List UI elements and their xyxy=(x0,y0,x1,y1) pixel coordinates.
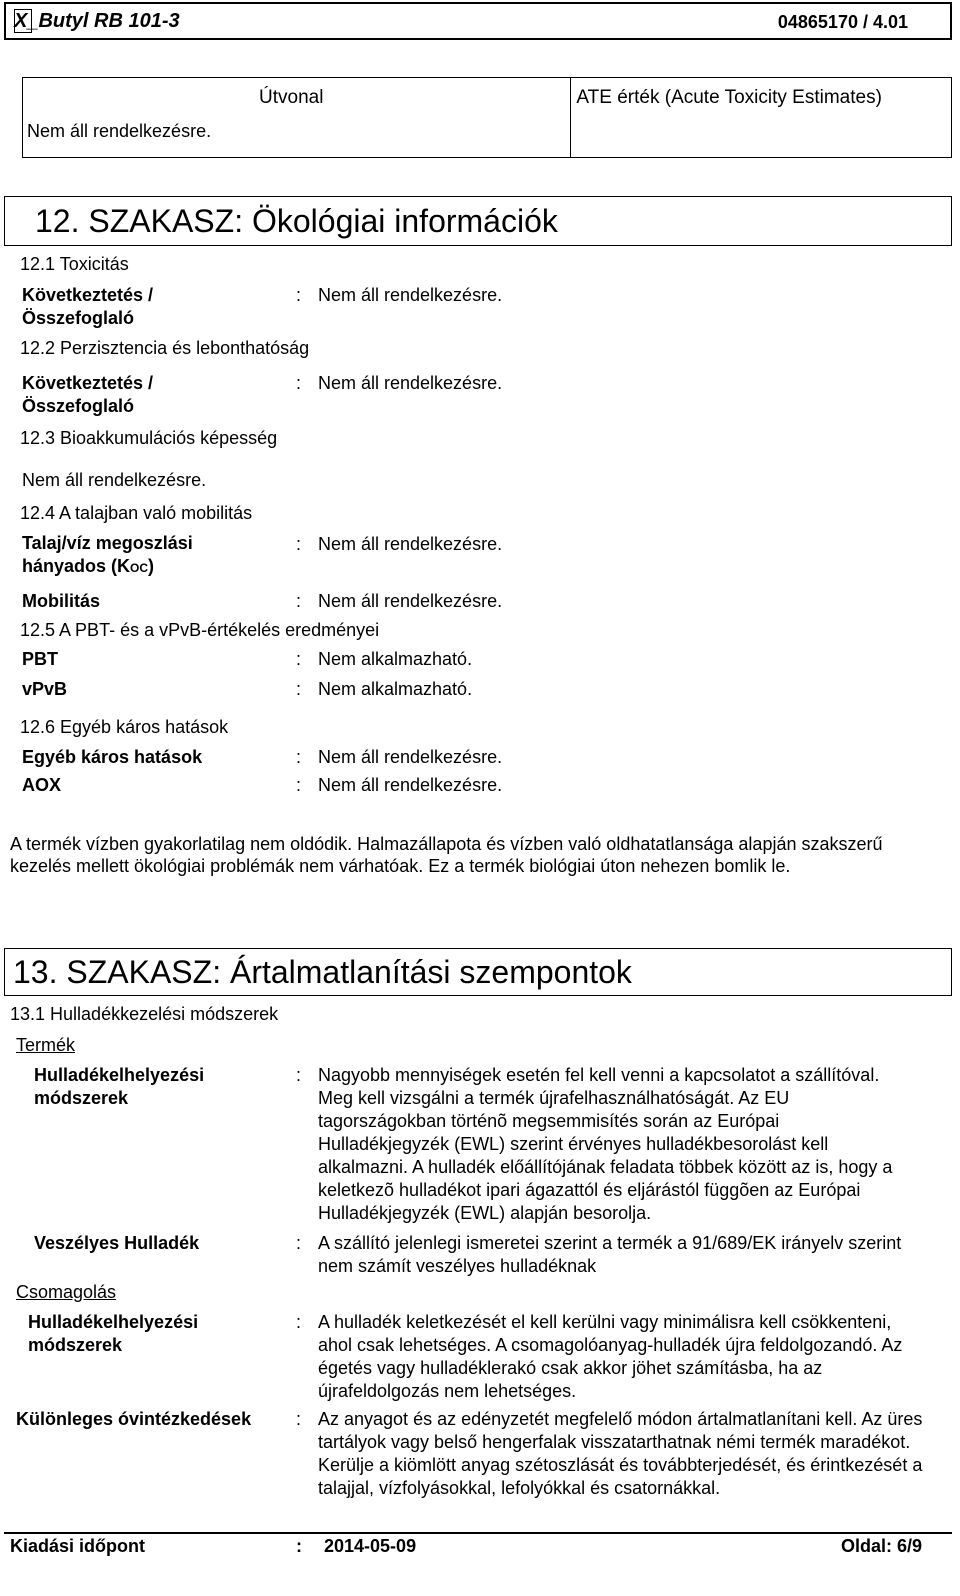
product-heading: Termék xyxy=(16,1035,76,1055)
ate-col-route: Útvonal xyxy=(259,87,324,108)
s12-4-mob-label: Mobilitás xyxy=(22,591,101,611)
s12-3-title: 12.3 Bioakkumulációs képesség xyxy=(20,428,278,448)
koc-close-paren: ) xyxy=(148,556,155,576)
colon: : xyxy=(296,649,302,669)
document-number: 04865170 / 4.01 xyxy=(777,12,908,32)
s12-5-title: 12.5 A PBT- és a vPvB-értékelés eredményei xyxy=(20,620,380,640)
colon: : xyxy=(296,1233,302,1253)
s12-2-label: Következtetés / Összefoglaló xyxy=(22,373,154,416)
ate-route-cell xyxy=(23,78,571,158)
ate-value-cell xyxy=(571,78,952,158)
colon: : xyxy=(296,373,302,393)
s12-6-aox-label: AOX xyxy=(22,775,62,795)
section-12-heading xyxy=(4,196,952,246)
hazardous-value: A szállító jelenlegi ismeretei szerint a termék a 91/689/EK irányelv szerint nem számít veszélyes hulladéknak xyxy=(318,1233,902,1276)
issue-label: Kiadási időpont xyxy=(10,1536,145,1556)
pack-disposal-label: Hulladékelhelyezési módszerek xyxy=(28,1312,199,1355)
s12-4-title: 12.4 A talajban való mobilitás xyxy=(20,503,253,523)
colon: : xyxy=(296,1065,302,1085)
document-header xyxy=(4,2,952,40)
ate-table xyxy=(22,77,952,158)
colon: : xyxy=(296,1409,302,1429)
koc-label-text: Talaj/víz megoszlási hányados (K xyxy=(22,533,193,576)
s12-5-vpvb-label: vPvB xyxy=(22,679,68,699)
special-label: Különleges óvintézkedések xyxy=(16,1409,252,1429)
s12-4-koc-value: Nem áll rendelkezésre. xyxy=(318,534,503,554)
special-value: Az anyagot és az edényzetét megfelelő módon ártalmatlanítani kell. Az üres tartályok vagy belső hengerfalak visszatarthatnak némi termék maradékot. Kerülje a kiömlött anyag szétoszlását és továbbterjedését, és érintkezését a talajjal, vízfolyásokkal, lefolyókkal és csatornákkal. xyxy=(318,1409,923,1498)
pack-disposal-value: A hulladék keletkezését el kell kerülni vagy minimálisra kell csökkenteni, ahol csak lehetséges. A csomagolóanyag-hulladék újra feldolgozandó. Az égetés vagy hulladéklerakó csak akkor jöhet számításba, ha az újrafeldolgozás nem lehetséges. xyxy=(318,1312,903,1401)
colon: : xyxy=(296,285,302,305)
product-name: X_Butyl RB 101-3 xyxy=(14,10,180,32)
issue-date: 2014-05-09 xyxy=(324,1536,417,1556)
colon: : xyxy=(296,534,302,554)
ate-row-value: Nem áll rendelkezésre. xyxy=(27,121,212,141)
s12-1-label: Következtetés / Összefoglaló xyxy=(22,285,154,328)
colon: : xyxy=(296,591,302,611)
s12-6-aox-value: Nem áll rendelkezésre. xyxy=(318,775,503,795)
packaging-heading: Csomagolás xyxy=(16,1282,117,1302)
disposal-label: Hulladékelhelyezési módszerek xyxy=(34,1065,205,1108)
s12-5-vpvb-value: Nem alkalmazható. xyxy=(318,679,473,699)
colon: : xyxy=(296,775,302,795)
s12-1-value: Nem áll rendelkezésre. xyxy=(318,285,503,305)
s12-5-pbt-label: PBT xyxy=(22,649,58,669)
s12-3-value: Nem áll rendelkezésre. xyxy=(22,470,207,490)
colon: : xyxy=(296,747,302,767)
ate-col-ate: ATE érték (Acute Toxicity Estimates) xyxy=(576,87,882,108)
disposal-value: Nagyobb mennyiségek esetén fel kell venni a kapcsolatot a szállítóval. Meg kell vizsgálni a termék újrafelhasználhatóságát. Az EU tagországokban történõ megsemmisítés során az Európai Hulladékjegyzék (EWL) szerint érvényes hulladékbesorolást kell alkalmazni. A hulladék előállítójának feladata többek között az is, hogy a keletkezõ hulladékot ipari ágazattól és eljárástól függõen az Európai Hulladékjegyzék (EWL) alapján besorolja. xyxy=(318,1065,893,1223)
footer-divider xyxy=(4,1532,952,1534)
s12-2-value: Nem áll rendelkezésre. xyxy=(318,373,503,393)
koc-subscript: OC xyxy=(130,561,149,575)
s12-note: A termék vízben gyakorlatilag nem oldódik. Halmazállapota és vízben való oldhatatlansága alapján szakszerű kezelés mellett ökológiai problémák nem várhatóak. Ez a termék biológiai úton nehezen bomlik le. xyxy=(10,834,883,876)
s12-4-mob-value: Nem áll rendelkezésre. xyxy=(318,591,503,611)
s13-1-title: 13.1 Hulladékkezelési módszerek xyxy=(10,1004,279,1024)
s12-4-koc-label xyxy=(22,532,252,580)
section-12-title: 12. SZAKASZ: Ökológiai információk xyxy=(35,203,558,239)
hazardous-label: Veszélyes Hulladék xyxy=(34,1233,200,1253)
s12-1-title: 12.1 Toxicitás xyxy=(20,254,129,274)
s12-2-title: 12.2 Perzisztencia és lebonthatóság xyxy=(20,338,310,358)
section-13-title: 13. SZAKASZ: Ártalmatlanítási szempontok xyxy=(13,954,632,990)
s12-6-title: 12.6 Egyéb káros hatások xyxy=(20,717,229,737)
colon: : xyxy=(296,1536,302,1556)
section-13-heading xyxy=(4,948,952,996)
page-number: Oldal: 6/9 xyxy=(840,1536,922,1556)
colon: : xyxy=(296,679,302,699)
s12-5-pbt-value: Nem alkalmazható. xyxy=(318,649,473,669)
s12-6-other-label: Egyéb káros hatások xyxy=(22,747,203,767)
colon: : xyxy=(296,1312,302,1332)
s12-6-other-value: Nem áll rendelkezésre. xyxy=(318,747,503,767)
